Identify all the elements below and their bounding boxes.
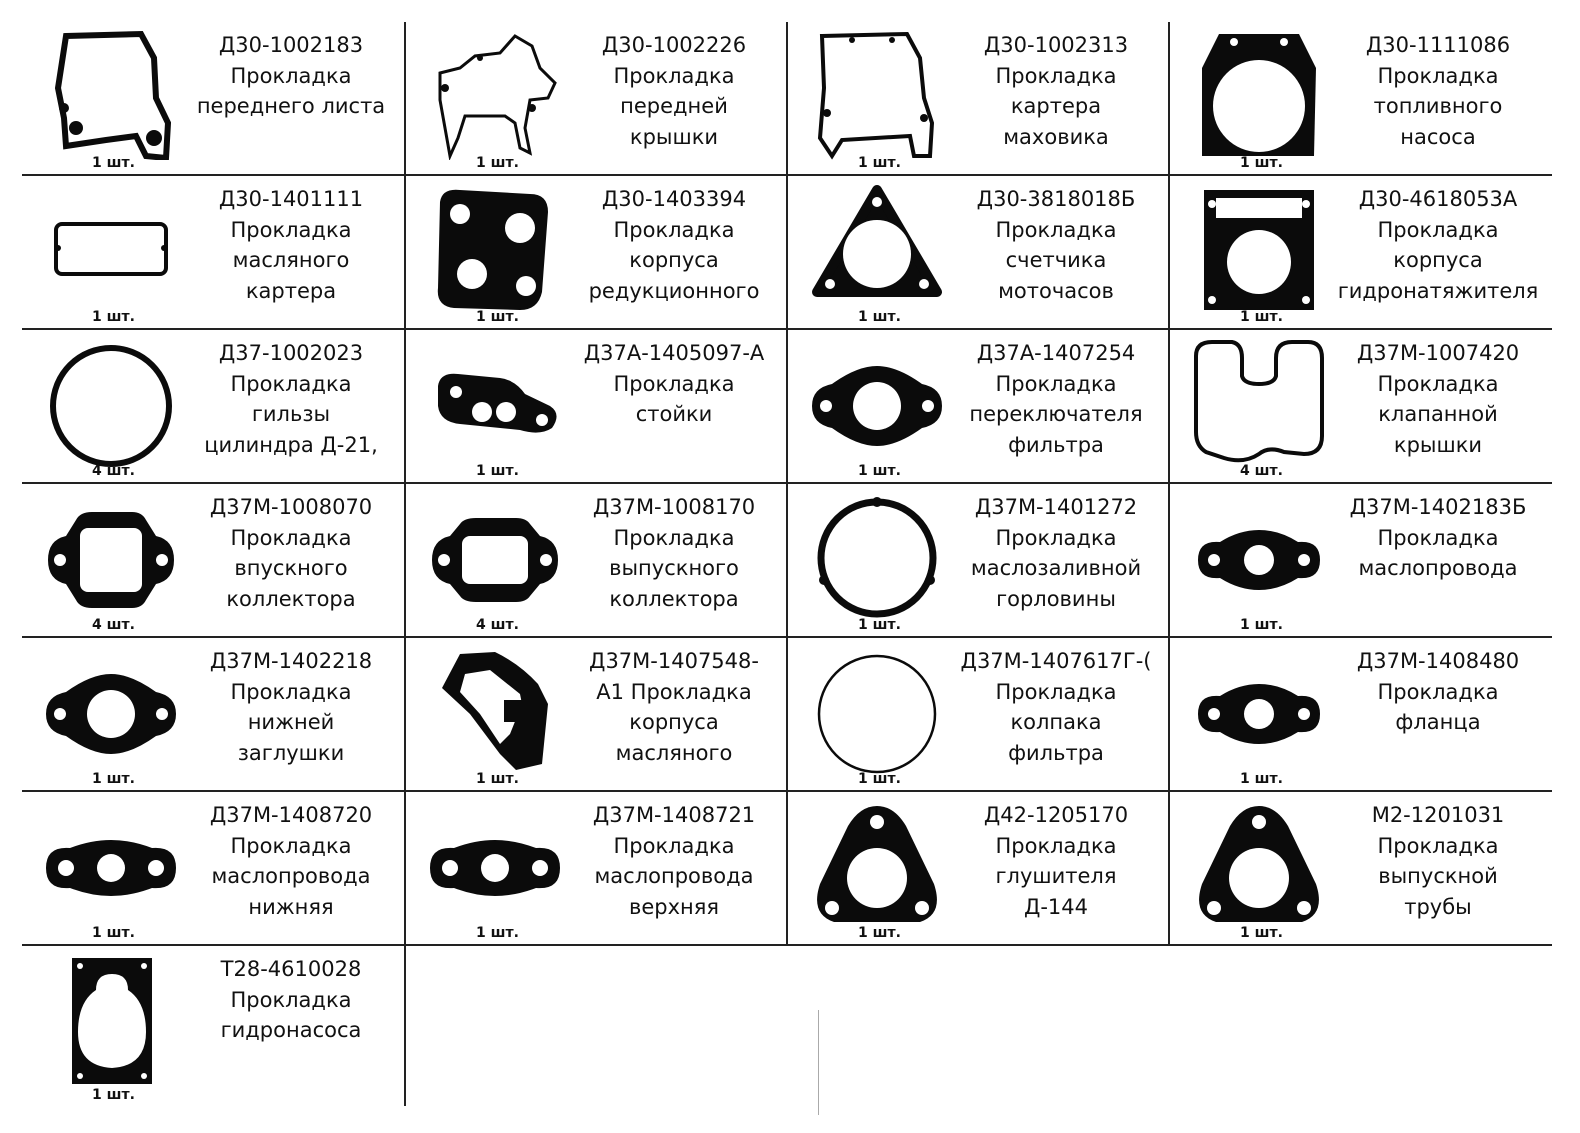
gasket-label: [1332, 492, 1544, 584]
part-code: Д30-3818018Б: [976, 187, 1136, 211]
part-description: Прокладка впускного коллектора: [226, 525, 356, 611]
gasket-label: [184, 646, 398, 768]
part-code: Д30-1111086: [1365, 33, 1511, 57]
part-code: Д37А-1407254: [976, 341, 1136, 365]
part-description: Прокладка масляного картера: [230, 217, 352, 303]
gasket-label: [1332, 338, 1544, 460]
front-cover-outline-icon: [420, 28, 570, 160]
gasket-item: [786, 484, 1168, 636]
catalog-row: [22, 176, 1552, 330]
gasket-label: [950, 30, 1162, 152]
part-description: Прокладка передней крышки: [613, 63, 735, 149]
oil-line-gasket-icon: [1184, 490, 1334, 622]
part-code: Д37М-1008070: [209, 495, 373, 519]
gasket-item: [404, 638, 786, 790]
part-code: Д30-4618053А: [1358, 187, 1518, 211]
tensioner-housing-gasket-icon: [1184, 182, 1334, 314]
part-description: Прокладка счетчика моточасов: [995, 217, 1117, 303]
gasket-label: [950, 800, 1162, 922]
quantity-label: 1 шт.: [858, 309, 901, 325]
triangle-gasket-icon: [802, 182, 952, 314]
gasket-item: [1168, 176, 1550, 328]
fuel-pump-gasket-icon: [1184, 28, 1334, 160]
quantity-label: 1 шт.: [858, 771, 901, 787]
gasket-item: [786, 792, 1168, 944]
gasket-label: [568, 646, 780, 768]
gasket-label: [184, 338, 398, 460]
quantity-label: 1 шт.: [858, 617, 901, 633]
quantity-label: 1 шт.: [476, 155, 519, 171]
part-code: Д30-1403394: [601, 187, 747, 211]
exhaust-manifold-gasket-icon: [420, 490, 570, 622]
rounded-triangle-gasket-icon: [1184, 798, 1334, 930]
gasket-label: [568, 800, 780, 922]
part-description: Прокладка глушителя Д-144: [995, 833, 1117, 919]
part-description: Прокладка переключателя фильтра: [969, 371, 1143, 457]
valve-cover-outline-icon: [1184, 336, 1334, 468]
part-code: Д37М-1407548-: [589, 649, 759, 673]
gasket-label: [184, 30, 398, 122]
quantity-label: 1 шт.: [476, 771, 519, 787]
quantity-label: 1 шт.: [1240, 771, 1283, 787]
gasket-item: [404, 484, 786, 636]
gasket-item: [22, 946, 404, 1106]
gasket-item: [1168, 484, 1550, 636]
gasket-label: [950, 338, 1162, 460]
quantity-label: 1 шт.: [92, 925, 135, 941]
empty-cell: [1168, 946, 1550, 1106]
oil-line-gasket-icon: [1184, 644, 1334, 776]
quantity-label: 4 шт.: [92, 617, 135, 633]
part-code: Д37-1002023: [218, 341, 364, 365]
quantity-label: 1 шт.: [476, 463, 519, 479]
part-description: Прокладка стойки: [613, 371, 735, 426]
oval-flange-gasket-icon: [802, 336, 952, 468]
part-code: Д37М-1008170: [592, 495, 756, 519]
quantity-label: 1 шт.: [476, 309, 519, 325]
gasket-item: [404, 792, 786, 944]
gasket-label: [184, 954, 398, 1046]
reduction-housing-gasket-icon: [420, 182, 570, 314]
gasket-item: [404, 176, 786, 328]
part-code: Д30-1002313: [983, 33, 1129, 57]
gasket-label: [1332, 184, 1544, 306]
gasket-item: [22, 792, 404, 944]
part-description: Прокладка маслопровода нижняя: [211, 833, 371, 919]
quantity-label: 1 шт.: [1240, 155, 1283, 171]
gasket-label: [184, 492, 398, 614]
part-description: Прокладка колпака фильтра: [995, 679, 1117, 765]
thin-ring-icon: [802, 644, 952, 776]
gasket-item: [1168, 330, 1550, 482]
part-code: Д42-1205170: [983, 803, 1129, 827]
part-code: Д37М-1408720: [209, 803, 373, 827]
part-description: Прокладка маслопровода верхняя: [594, 833, 754, 919]
oil-housing-gasket-icon: [420, 644, 570, 776]
gasket-item: [786, 22, 1168, 174]
gasket-item: [786, 176, 1168, 328]
part-description: Прокладка топливного насоса: [1373, 63, 1503, 149]
quantity-label: 1 шт.: [1240, 925, 1283, 941]
catalog-row: [22, 330, 1552, 484]
three-hole-oil-gasket-icon: [420, 798, 570, 930]
gasket-label: [1332, 800, 1544, 922]
gasket-item: [1168, 638, 1550, 790]
gasket-label: [184, 184, 398, 306]
part-code: Д30-1002183: [218, 33, 364, 57]
part-code: Д37М-1408480: [1356, 649, 1520, 673]
oil-pan-rectangle-icon: [36, 182, 186, 314]
part-description: Прокладка картера маховика: [995, 63, 1117, 149]
quantity-label: 1 шт.: [476, 925, 519, 941]
part-description: Прокладка гидронасоса: [220, 987, 362, 1042]
catalog-row: [22, 22, 1552, 176]
part-code: Д30-1401111: [218, 187, 364, 211]
gasket-label: [1332, 646, 1544, 738]
gasket-label: [568, 338, 780, 430]
flywheel-housing-outline-icon: [802, 28, 952, 160]
gasket-item: [1168, 792, 1550, 944]
gasket-item: [22, 638, 404, 790]
gasket-item: [786, 638, 1168, 790]
gasket-label: [950, 184, 1162, 306]
quantity-label: 4 шт.: [476, 617, 519, 633]
empty-cell: [786, 946, 1168, 1106]
quantity-label: 1 шт.: [92, 1087, 135, 1103]
part-description: Прокладка фланца: [1377, 679, 1499, 734]
quantity-label: 1 шт.: [92, 155, 135, 171]
part-description: Прокладка клапанной крышки: [1377, 371, 1499, 457]
quantity-label: 4 шт.: [1240, 463, 1283, 479]
catalog-row: [22, 946, 1552, 1106]
part-code: Т28-4610028: [220, 957, 362, 981]
empty-cell: [404, 946, 786, 1106]
quantity-label: 1 шт.: [92, 771, 135, 787]
part-code: Д37М-1401272: [974, 495, 1138, 519]
hydraulic-pump-gasket-icon: [36, 952, 186, 1084]
quantity-label: 1 шт.: [1240, 617, 1283, 633]
part-description: Прокладка выпускного коллектора: [609, 525, 739, 611]
gasket-label: [568, 184, 780, 306]
part-code: Д37М-1007420: [1356, 341, 1520, 365]
gasket-label: [568, 492, 780, 614]
part-code: Д37М-1402183Б: [1349, 495, 1527, 519]
gasket-label: [950, 492, 1162, 614]
quantity-label: 4 шт.: [92, 463, 135, 479]
gasket-label: [184, 800, 398, 922]
gasket-item: [404, 330, 786, 482]
part-code: Д37А-1405097-А: [583, 341, 765, 365]
part-code: М2-1201031: [1371, 803, 1505, 827]
quantity-label: 1 шт.: [858, 155, 901, 171]
gasket-item: [22, 484, 404, 636]
catalog-row: [22, 484, 1552, 638]
filler-neck-ring-icon: [802, 490, 952, 622]
catalog-row: [22, 792, 1552, 946]
part-description: Прокладка маслозаливной горловины: [970, 525, 1142, 611]
part-description: Прокладка корпуса редукционного: [588, 217, 760, 303]
three-hole-oil-gasket-icon: [36, 798, 186, 930]
gasket-item: [22, 176, 404, 328]
quantity-label: 1 шт.: [1240, 309, 1283, 325]
gasket-item: [22, 22, 404, 174]
part-code: Д30-1002226: [601, 33, 747, 57]
two-hole-strut-gasket-icon: [420, 336, 570, 468]
quantity-label: 1 шт.: [858, 463, 901, 479]
quantity-label: 1 шт.: [92, 309, 135, 325]
gasket-item: [1168, 22, 1550, 174]
gasket-label: [1332, 30, 1544, 152]
gasket-item: [786, 330, 1168, 482]
quantity-label: 1 шт.: [858, 925, 901, 941]
part-description: Прокладка переднего листа: [196, 63, 386, 118]
part-code: Д37М-1402218: [209, 649, 373, 673]
gasket-label: [950, 646, 1162, 768]
part-description: Прокладка выпускной трубы: [1377, 833, 1499, 919]
part-description: Прокладка маслопровода: [1358, 525, 1518, 580]
catalog-row: [22, 638, 1552, 792]
rounded-triangle-gasket-icon: [802, 798, 952, 930]
part-description: Прокладка гильзы цилиндра Д-21,: [204, 371, 378, 457]
divider-line: [818, 1010, 819, 1115]
part-description: А1 Прокладка корпуса масляного: [596, 679, 752, 765]
gasket-catalog: [22, 22, 1552, 1106]
front-plate-outline-icon: [36, 28, 186, 160]
part-code: Д37М-1408721: [592, 803, 756, 827]
gasket-item: [404, 22, 786, 174]
gasket-label: [568, 30, 780, 152]
oval-flange-gasket-icon: [36, 644, 186, 776]
part-description: Прокладка нижней заглушки: [230, 679, 352, 765]
gasket-item: [22, 330, 404, 482]
ring-gasket-icon: [36, 336, 186, 468]
part-code: Д37М-1407617Г-(: [960, 649, 1152, 673]
part-description: Прокладка корпуса гидронатяжителя: [1337, 217, 1539, 303]
intake-manifold-gasket-icon: [36, 490, 186, 622]
